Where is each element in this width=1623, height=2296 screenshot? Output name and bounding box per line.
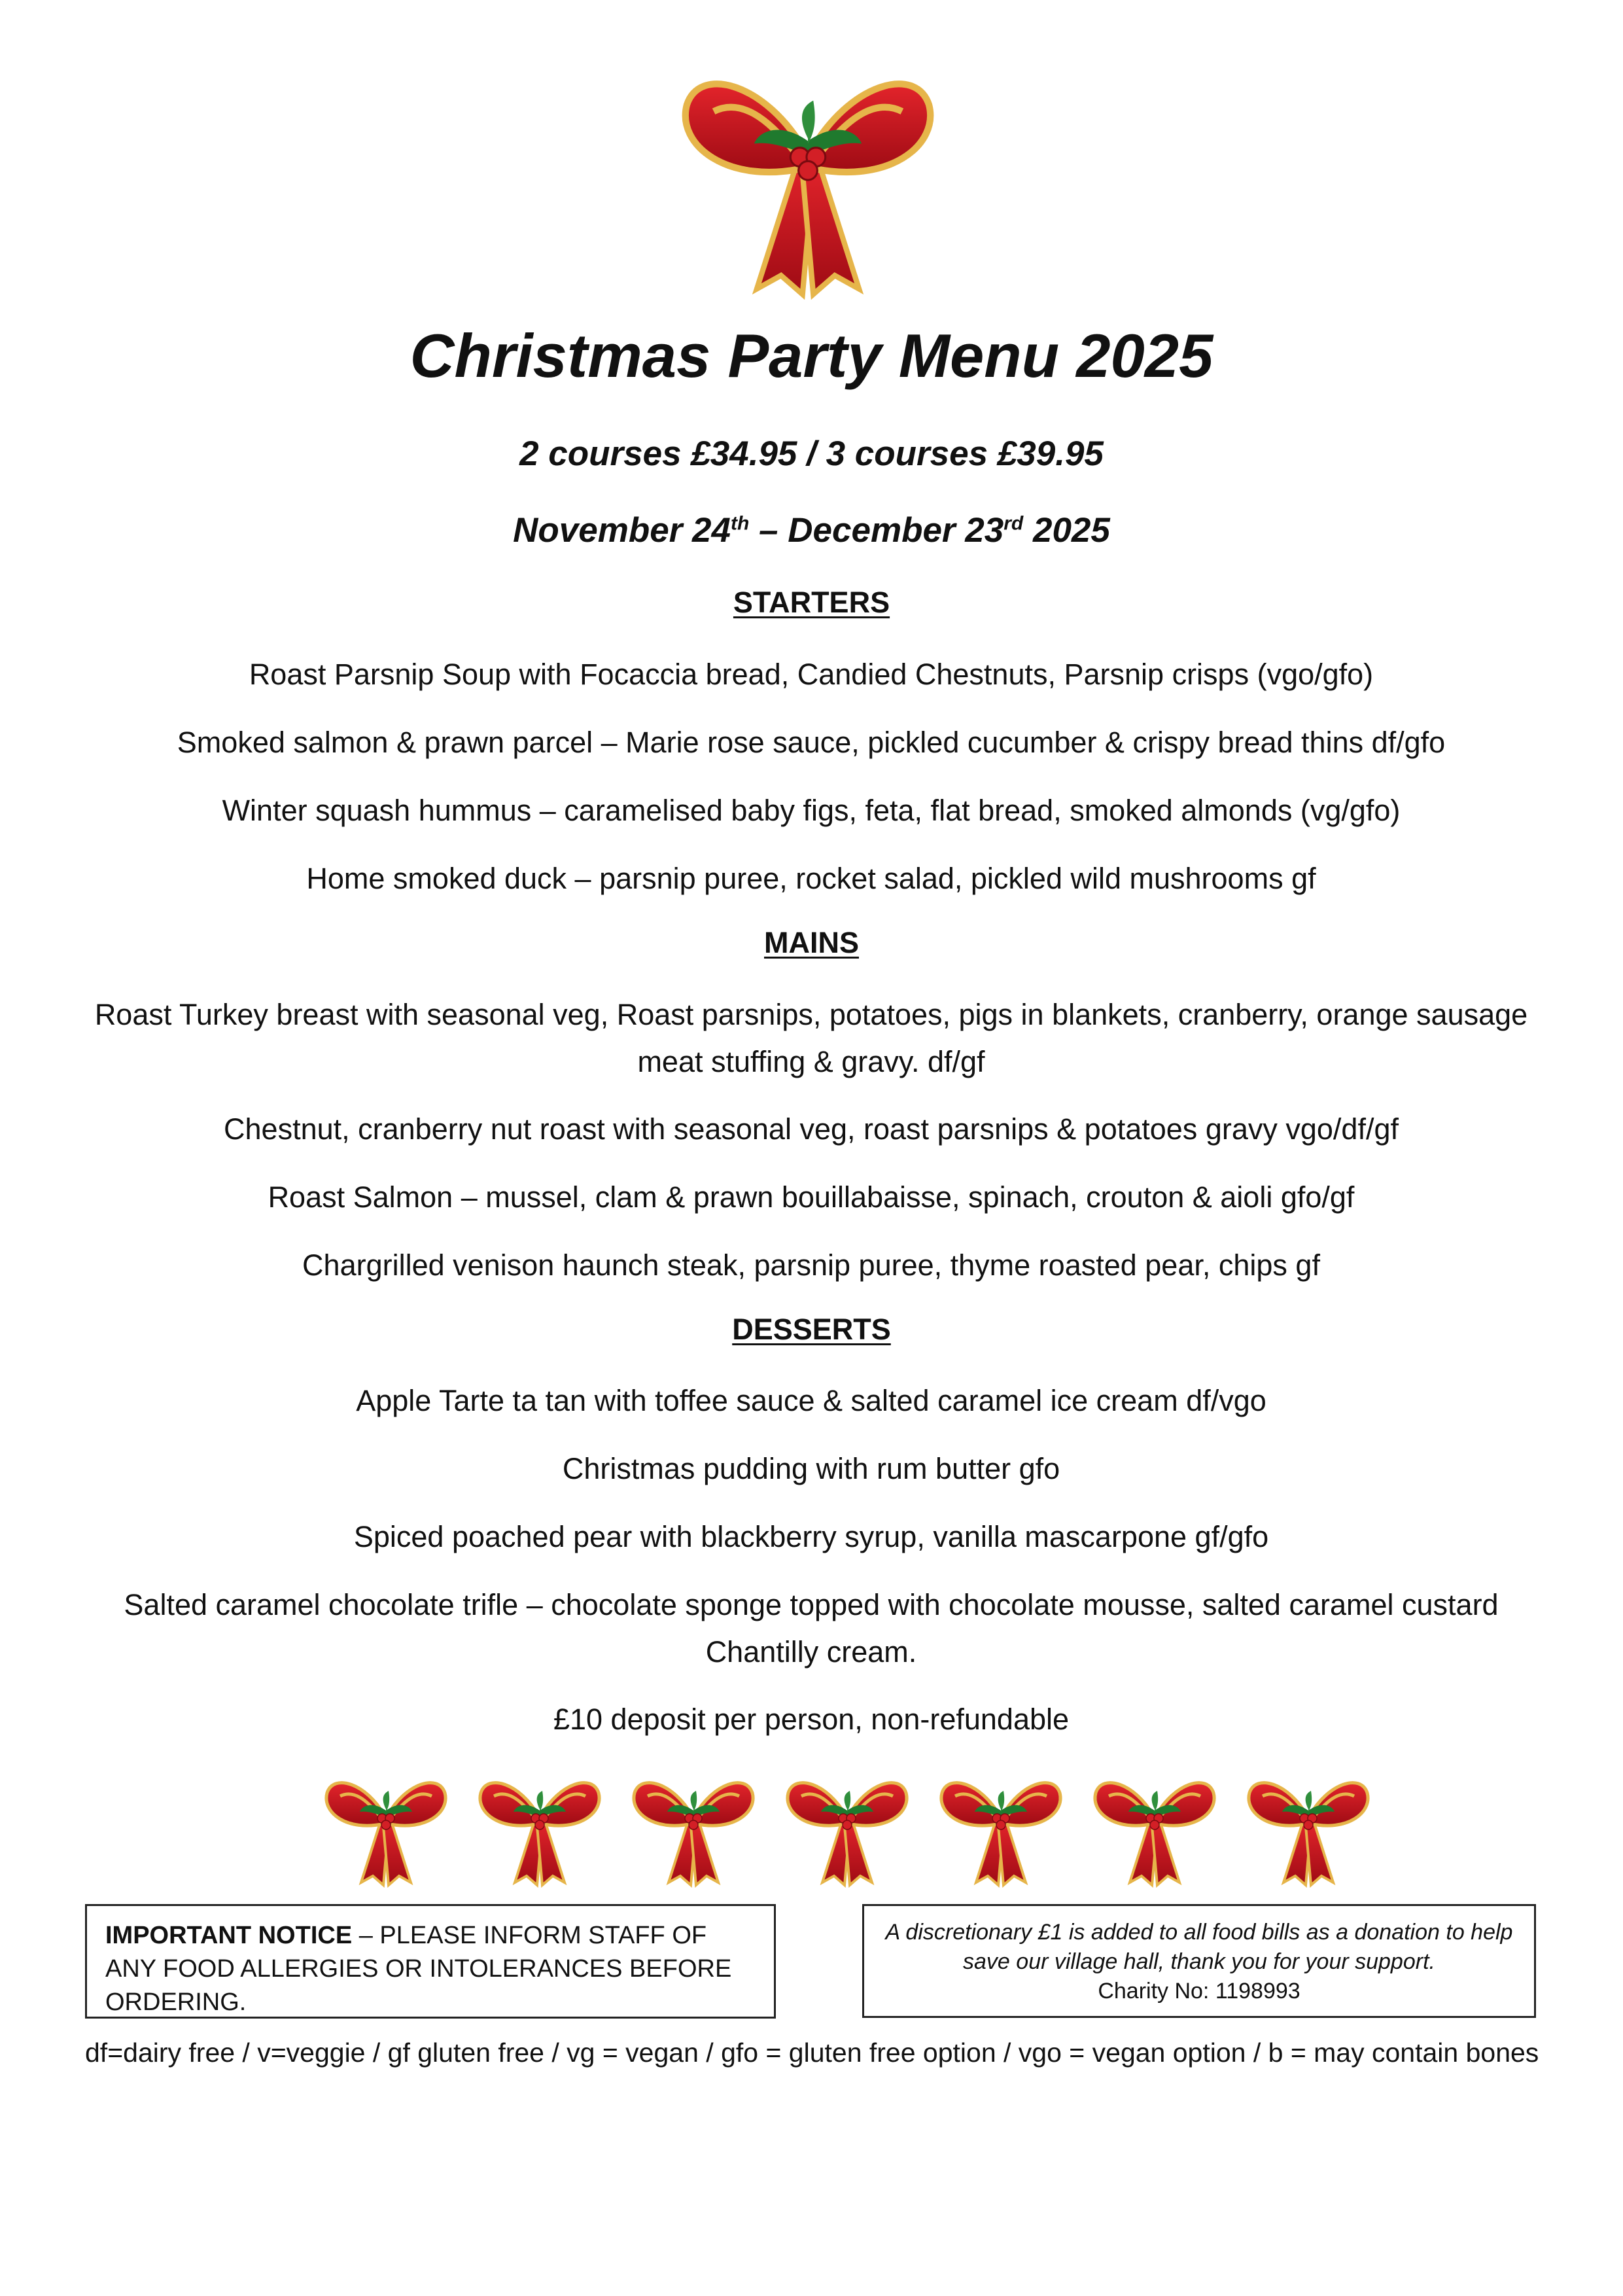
dessert-item: Christmas pudding with rum butter gfo — [562, 1452, 1060, 1485]
dessert-item: Salted caramel chocolate trifle – chocolate sponge topped with chocolate mousse, salted caramel custard Chantilly cream. — [124, 1588, 1499, 1669]
ribbon-bow-icon — [628, 1770, 759, 1888]
main-item: Chargrilled venison haunch steak, parsnip puree, thyme roasted pear, chips gf — [302, 1248, 1320, 1282]
menu-title: Christmas Party Menu 2025 — [410, 321, 1213, 390]
main-item: Chestnut, cranberry nut roast with seasonal veg, roast parsnips & potatoes gravy vgo/df/gf — [224, 1112, 1399, 1146]
dessert-item: Spiced poached pear with blackberry syrup, vanilla mascarpone gf/gfo — [353, 1520, 1269, 1553]
mains-heading: MAINS — [764, 926, 859, 959]
ribbon-bow-icon — [667, 58, 949, 300]
main-item: Roast Turkey breast with seasonal veg, Roast parsnips, potatoes, pigs in blankets, cranberry, orange sausage meat stuffing & gravy. df/gf — [94, 998, 1528, 1078]
ribbon-bow-icon — [1089, 1770, 1220, 1888]
starter-item: Smoked salmon & prawn parcel – Marie rose sauce, pickled cucumber & crispy bread thins df/gfo — [177, 726, 1446, 759]
allergy-notice — [85, 1904, 776, 2019]
charity-number: Charity No: 1198993 — [1098, 1979, 1300, 2004]
notice-label: IMPORTANT NOTICE — [105, 1922, 353, 1949]
pricing: 2 courses £34.95 / 3 courses £39.95 — [519, 434, 1104, 473]
starters-heading: STARTERS — [733, 586, 890, 619]
notice-text: – PLEASE INFORM STAFF OF ANY FOOD ALLERGIES OR INTOLERANCES BEFORE ORDERING. — [105, 1922, 732, 2016]
ribbon-bow-icon — [935, 1770, 1066, 1888]
starter-item: Home smoked duck – parsnip puree, rocket salad, pickled wild mushrooms gf — [306, 862, 1316, 895]
ribbon-bow-icon — [321, 1770, 451, 1888]
ribbon-bow-icon — [782, 1770, 913, 1888]
bow-decoration-row — [321, 1770, 1374, 1888]
dietary-key: df=dairy free / v=veggie / gf gluten free / vg = vegan / gfo = gluten free option / vgo = vegan option / b = may contain bones — [85, 2038, 1539, 2068]
starter-item: Winter squash hummus – caramelised baby figs, feta, flat bread, smoked almonds (vg/gfo) — [222, 794, 1401, 827]
ribbon-bow-icon — [1243, 1770, 1374, 1888]
dessert-item: Apple Tarte ta tan with toffee sauce & salted caramel ice cream df/vgo — [356, 1384, 1266, 1417]
date-range: November 24th – December 23rd 2025 — [513, 511, 1110, 550]
deposit-note: £10 deposit per person, non-refundable — [553, 1703, 1070, 1736]
main-item: Roast Salmon – mussel, clam & prawn bouillabaisse, spinach, crouton & aioli gfo/gf — [268, 1180, 1355, 1214]
starter-item: Roast Parsnip Soup with Focaccia bread, Candied Chestnuts, Parsnip crisps (vgo/gfo) — [249, 658, 1374, 691]
charity-text: A discretionary £1 is added to all food bills as a donation to help save our village hall, thank you for your support. — [885, 1920, 1513, 1974]
desserts-heading: DESSERTS — [732, 1313, 891, 1346]
ribbon-bow-icon — [474, 1770, 605, 1888]
charity-notice — [862, 1904, 1536, 2018]
